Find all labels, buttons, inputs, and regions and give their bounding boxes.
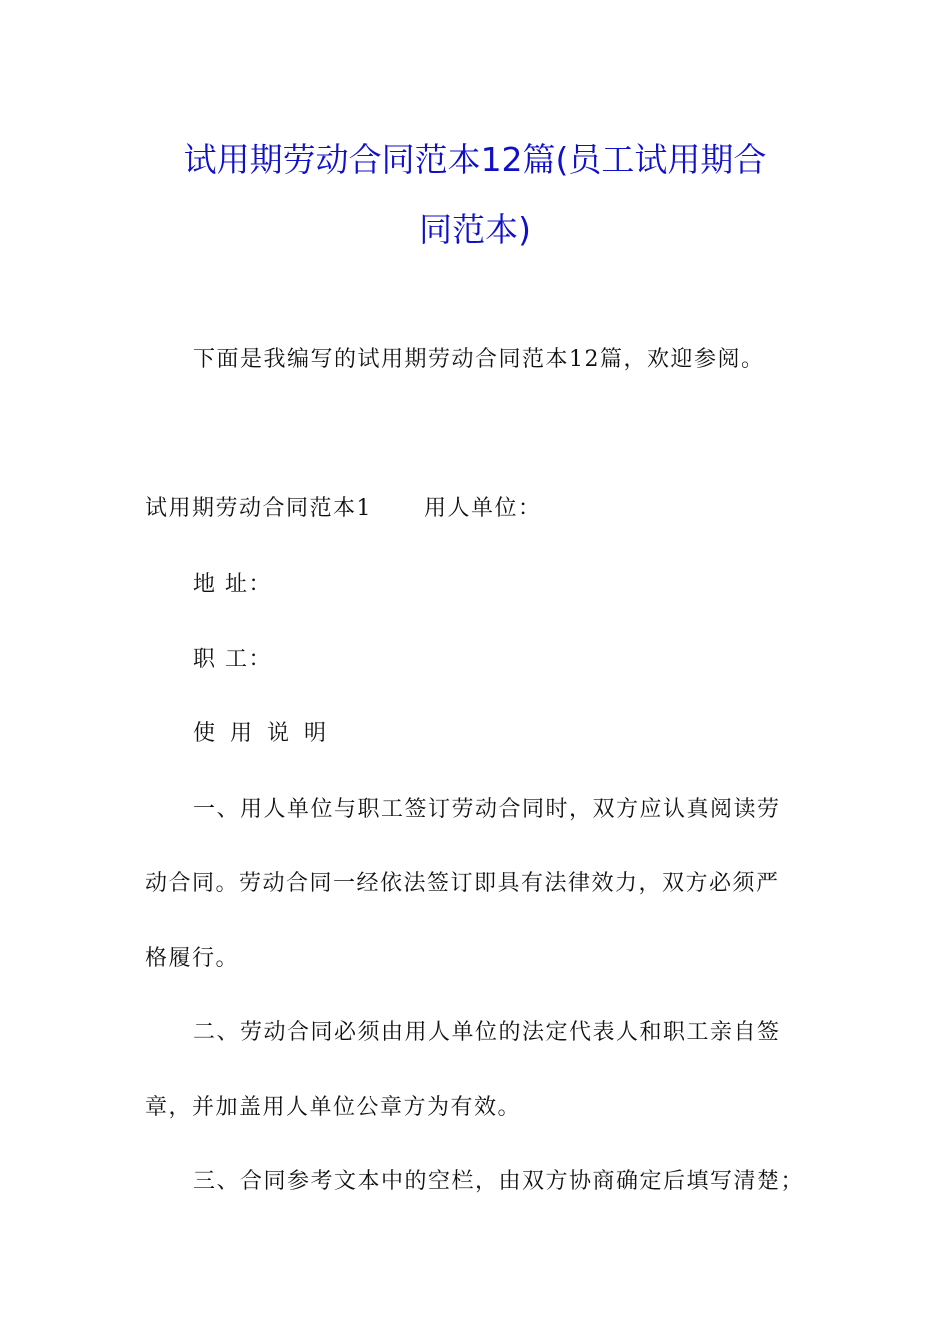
employer-label: 用人单位： xyxy=(424,496,542,521)
paragraph-1-line-3: 格履行。 xyxy=(145,946,240,971)
intro-paragraph: 下面是我编写的试用期劳动合同范本12篇，欢迎参阅。 xyxy=(193,347,765,372)
address-label: 地 址： xyxy=(193,572,272,597)
paragraph-1-line-2: 动合同。劳动合同一经依法签订即具有法律效力，双方必须严 xyxy=(145,871,780,896)
usage-instructions-heading: 使用说明 xyxy=(193,721,342,746)
section-1-heading-row xyxy=(145,494,810,524)
paragraph-1-line-1: 一、用人单位与职工签订劳动合同时，双方应认真阅读劳 xyxy=(193,797,781,822)
section-1-heading: 试用期劳动合同范本1 xyxy=(145,496,372,521)
document-title-line-1: 试用期劳动合同范本12篇(员工试用期合 xyxy=(183,140,767,179)
employee-label: 职 工： xyxy=(193,647,272,672)
document-title-line-2: 同范本) xyxy=(419,210,531,249)
paragraph-3-line-1: 三、合同参考文本中的空栏，由双方协商确定后填写清楚； xyxy=(193,1169,805,1194)
paragraph-2-line-2: 章，并加盖用人单位公章方为有效。 xyxy=(145,1095,522,1120)
paragraph-2-line-1: 二、劳动合同必须由用人单位的法定代表人和职工亲自签 xyxy=(193,1020,781,1045)
